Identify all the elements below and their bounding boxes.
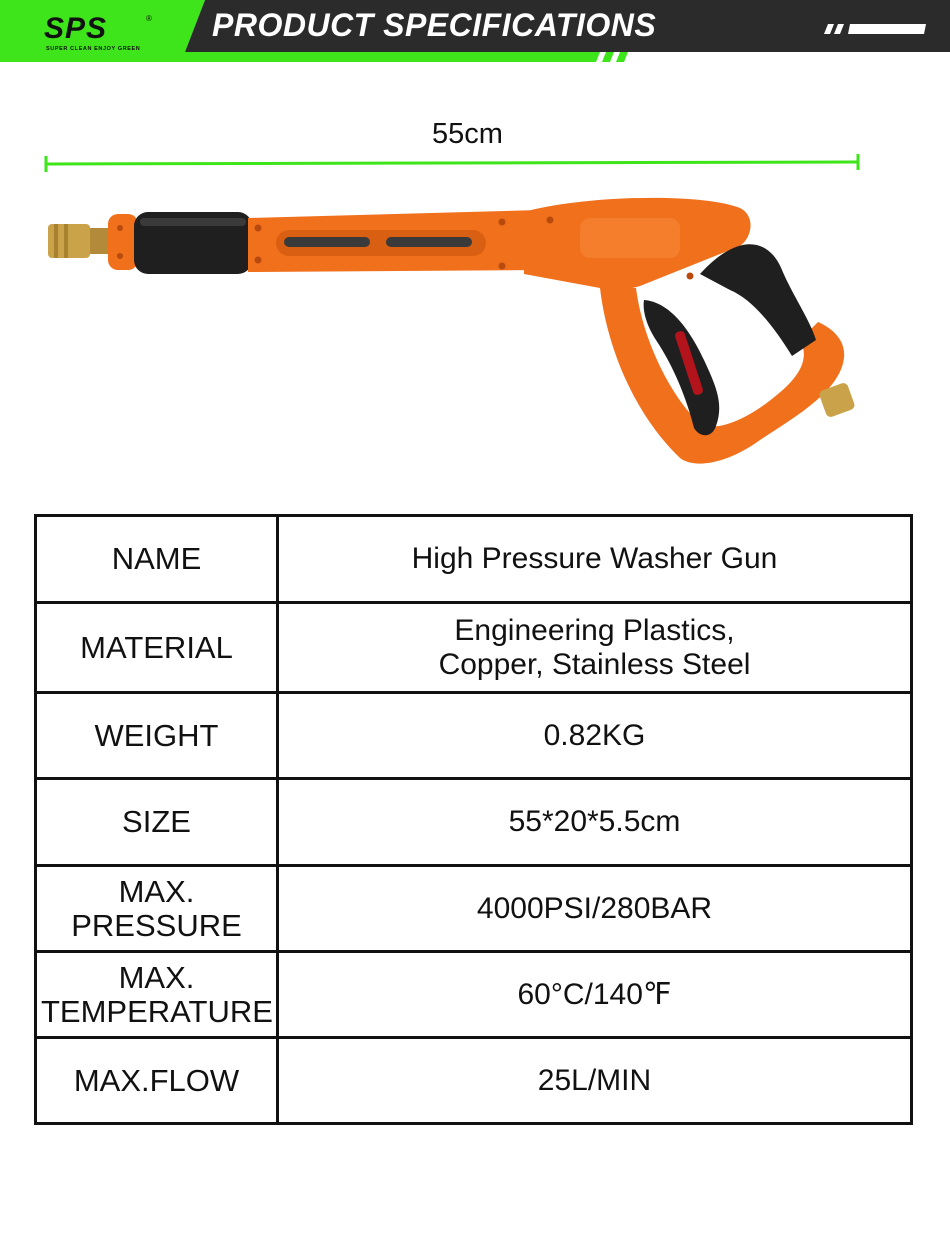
- brand-tagline: SUPER CLEAN ENJOY GREEN: [46, 46, 141, 52]
- table-row: [36, 603, 912, 693]
- spec-label: MAX.FLOW: [36, 1038, 278, 1124]
- table-row: [36, 779, 912, 866]
- spec-label: MAX. TEMPERATURE: [36, 952, 278, 1038]
- brand-registered-mark: ®: [146, 14, 152, 23]
- spec-label: WEIGHT: [36, 693, 278, 779]
- spec-value: 55*20*5.5cm: [278, 779, 912, 866]
- spec-label: MAX. PRESSURE: [36, 866, 278, 952]
- washer-gun-image: [40, 190, 870, 480]
- spec-value: High Pressure Washer Gun: [278, 516, 912, 603]
- spec-value: 25L/MIN: [278, 1038, 912, 1124]
- table-row: [36, 1038, 912, 1124]
- table-row: [36, 952, 912, 1038]
- spec-label: SIZE: [36, 779, 278, 866]
- table-row: [36, 516, 912, 603]
- spec-value: 60°C/140℉: [278, 952, 912, 1038]
- page-title: PRODUCT SPECIFICATIONS: [212, 7, 657, 43]
- brand-logo: [40, 12, 160, 60]
- brand-logo-text: SPS: [44, 12, 108, 45]
- spec-value: 0.82KG: [278, 693, 912, 779]
- length-dimension: [40, 112, 870, 176]
- specs-table: [34, 514, 913, 1125]
- spec-value: Engineering Plastics, Copper, Stainless Steel: [278, 603, 912, 693]
- table-row: [36, 866, 912, 952]
- spec-value: 4000PSI/280BAR: [278, 866, 912, 952]
- length-dimension-label: 55cm: [432, 118, 503, 150]
- spec-label: NAME: [36, 516, 278, 603]
- spec-label: MATERIAL: [36, 603, 278, 693]
- length-dimension-line: [40, 112, 870, 176]
- table-row: [36, 693, 912, 779]
- header-banner: [0, 0, 950, 66]
